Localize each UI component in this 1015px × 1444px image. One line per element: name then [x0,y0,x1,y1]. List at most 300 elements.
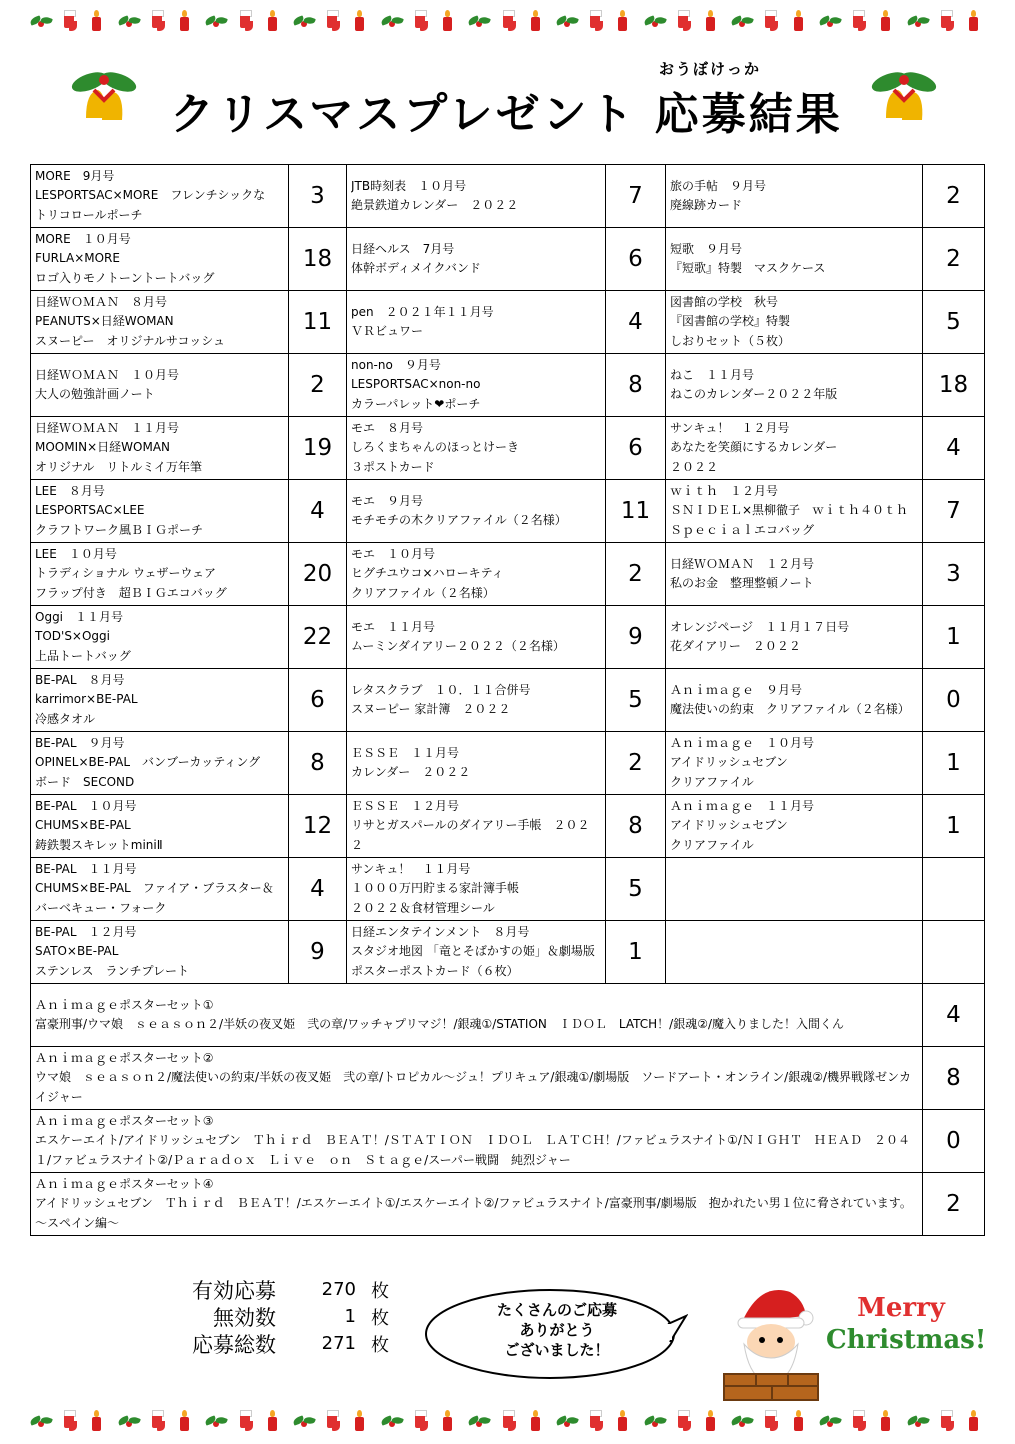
item-line: 『図書館の学校』特製 [670,314,791,329]
table-row [31,165,985,228]
berry-icon [564,1421,570,1427]
item-cell [347,165,606,228]
count-cell: 1 [923,795,985,858]
item-line: CHUMS×BE-PAL ファイア・ブラスター＆ [35,881,274,896]
item-line: LEE ８月号 [35,483,105,498]
item-line: トラディショナル ウェザーウェア [35,566,217,581]
top-border [30,6,985,36]
holly-icon [731,10,753,32]
total-row [150,1303,410,1330]
count-cell: 3 [289,165,347,228]
stocking-icon [237,1410,253,1432]
item-line: MORE １０月号 [35,231,131,246]
berry-icon [915,21,921,27]
holly-icon [118,1410,140,1432]
stocking-icon [149,1410,165,1432]
item-line: １０００万円貯まる家計簿手帳 [351,881,520,896]
holly-icon [293,10,315,32]
stocking-icon [938,10,954,32]
item-cell [347,606,606,669]
table-row [31,354,985,417]
item-cell [31,417,289,480]
table-row [31,417,985,480]
stocking-icon [938,1410,954,1432]
count-cell: 2 [923,165,985,228]
item-line: モチモチの木クリアファイル（２名様） [351,513,567,527]
berry-icon [213,21,219,27]
berry-icon [126,21,132,27]
count-cell: 5 [606,669,666,732]
candle-icon [875,10,897,32]
berry-icon [652,21,658,27]
holly-icon [819,10,841,32]
item-line: オレンジページ １１月１７日号 [670,619,850,634]
count-cell: 8 [923,1047,985,1110]
candle-icon [262,10,284,32]
item-line: スタジオ地図 「竜とそばかすの姫」＆劇場版 [351,944,595,959]
item-line: non-no ９月号 [351,357,441,372]
item-line: 『短歌』特製 マスクケース [670,261,826,275]
candle-icon [788,1410,810,1432]
item-line: Ａｎｉｍａｇｅポスターセット④ [35,1176,214,1191]
item-line: ステンレス ランチプレート [35,963,190,978]
item-line: 旅の手帖 ９月号 [670,178,767,193]
holly-icon [819,1410,841,1432]
item-cell [347,921,606,984]
bubble-line: ございました！ [504,1341,610,1359]
item-line: Ａｎｉｍａｇｅポスターセット③ [35,1113,214,1128]
stocking-icon [61,1410,77,1432]
item-line: pen ２０２１年１１月号 [351,304,494,319]
candle-icon [963,10,985,32]
item-line: クリアファイル [670,837,754,852]
item-line: ヒグチユウコ×ハローキティ [351,566,504,581]
count-cell: 4 [606,291,666,354]
item-line: 大人の勉強計画ノート [35,387,155,401]
item-cell [666,858,923,921]
item-cell [666,606,923,669]
stocking-icon [762,1410,778,1432]
item-cell [666,669,923,732]
candle-icon [612,1410,634,1432]
stocking-icon [500,1410,516,1432]
item-cell [31,732,289,795]
holly-icon [468,10,490,32]
poster-set-cell [31,1047,923,1110]
item-line: 日経ＷＯＭＡＮ １１月号 [35,420,180,435]
total-row [150,1276,410,1303]
count-cell: 7 [923,480,985,543]
table-row [31,795,985,858]
bottom-border [30,1406,985,1436]
item-line: サンキュ！ １１月号 [351,861,471,876]
item-cell [347,669,606,732]
item-line: オリジナル リトルミイ万年筆 [35,459,203,474]
item-line: LEE １０月号 [35,546,117,561]
item-line: ３ポストカード [351,459,435,474]
item-cell [666,228,923,291]
item-line: モエ ９月号 [351,493,424,508]
item-line: ポスターポストカード（６枚） [351,963,519,978]
stocking-icon [850,1410,866,1432]
item-line: 日経エンタテインメント ８月号 [351,924,530,939]
berry-icon [827,1421,833,1427]
item-cell [347,858,606,921]
item-line: BE-PAL １２月号 [35,924,137,939]
stocking-icon [324,10,340,32]
table-row [31,984,985,1047]
count-cell: 20 [289,543,347,606]
count-cell: 22 [289,606,347,669]
item-line: ＶＲビュワー [351,324,424,338]
item-cell [31,606,289,669]
candle-icon [788,10,810,32]
item-line: ２０２２＆食材管理シール [351,900,495,915]
item-line: ねこ １１月号 [670,367,755,382]
berry-icon [652,1421,658,1427]
item-line: ＥＳＳＥ １２月号 [351,798,460,813]
count-cell: 5 [923,291,985,354]
count-cell: 2 [923,228,985,291]
holly-icon [468,1410,490,1432]
table-row [31,1173,985,1236]
count-cell: 11 [289,291,347,354]
item-cell [347,228,606,291]
total-value: 271 [321,1333,356,1354]
berry-icon [389,1421,395,1427]
item-line: アイドリッシュセブン [670,755,788,770]
item-line: 鋳鉄製スキレットminiⅡ [35,837,163,852]
merry-line: Merry [857,1293,945,1323]
item-cell [666,795,923,858]
item-line: 廃線跡カード [670,198,743,212]
item-cell [347,795,606,858]
item-line: 日経ＷＯＭＡＮ ８月号 [35,294,168,309]
item-line: LESPORTSAC×non-no [351,377,481,392]
stocking-icon [412,1410,428,1432]
count-cell: 8 [606,795,666,858]
candle-icon [174,10,196,32]
count-cell: 5 [606,858,666,921]
stocking-icon [237,10,253,32]
berry-icon [38,21,44,27]
table-row [31,732,985,795]
item-line: PEANUTS×日経WOMAN [35,314,174,329]
item-line: ｗｉｔｈ １２月号 [670,483,779,498]
count-cell: 4 [923,984,985,1047]
item-cell [31,669,289,732]
candle-icon [700,10,722,32]
holly-icon [731,1410,753,1432]
item-line: BE-PAL ９月号 [35,735,125,750]
count-cell: 0 [923,669,985,732]
totals [150,1276,410,1357]
item-line: JTB時刻表 １０月号 [351,178,467,193]
item-line: クラフトワーク風ＢＩＧポーチ [35,522,204,537]
item-line: Oggi １１月号 [35,609,124,624]
item-line: 上品トートバッグ [35,648,131,663]
count-cell [923,921,985,984]
item-cell [347,732,606,795]
table-row [31,921,985,984]
total-unit: 枚 [371,1334,389,1356]
candle-icon [525,1410,547,1432]
item-line: OPINEL×BE-PAL バンブーカッティング [35,755,261,770]
item-cell [347,291,606,354]
berry-icon [126,1421,132,1427]
item-line: クリアファイル [670,774,754,789]
item-line: サンキュ！ １２月号 [670,420,790,435]
table-row [31,480,985,543]
count-cell: 6 [289,669,347,732]
count-cell: 18 [289,228,347,291]
count-cell: 9 [289,921,347,984]
berry-icon [915,1421,921,1427]
berry-icon [389,21,395,27]
stocking-icon [675,10,691,32]
item-cell [666,732,923,795]
item-cell [31,291,289,354]
item-line: Ａｎｉｍａｇｅ １０月号 [670,735,815,750]
berry-icon [301,21,307,27]
item-cell [666,165,923,228]
item-line: アイドリッシュセブン [670,818,788,833]
item-line: SATO×BE-PAL [35,944,119,959]
candle-icon [349,1410,371,1432]
item-line: Ａｎｉｍａｇｅ ９月号 [670,682,803,697]
candle-icon [262,1410,284,1432]
total-unit: 枚 [371,1280,389,1302]
item-line: Ｓｐｅｃｉａｌエコバッグ [670,522,815,537]
stocking-icon [412,10,428,32]
merry-christmas [826,1292,987,1356]
title-ruby: おうぼけっか [658,60,761,78]
count-cell: 2 [923,1173,985,1236]
count-cell: 2 [289,354,347,417]
candle-icon [86,10,108,32]
item-line: バーベキュー・フォーク [35,900,167,915]
christmas-line: Christmas! [826,1325,987,1355]
count-cell: 12 [289,795,347,858]
stocking-icon [587,10,603,32]
item-cell [666,480,923,543]
table-row [31,1110,985,1173]
item-line: BE-PAL １０月号 [35,798,137,813]
stocking-icon [61,10,77,32]
holly-icon [30,1410,52,1432]
item-line: ねこのカレンダー２０２２年版 [670,387,838,401]
item-line: モエ １０月号 [351,546,436,561]
item-cell [31,228,289,291]
berry-icon [476,1421,482,1427]
item-line: 日経ＷＯＭＡＮ １２月号 [670,556,815,571]
item-line: BE-PAL ８月号 [35,672,125,687]
count-cell: 0 [923,1110,985,1173]
item-line: リサとガスパールのダイアリー手帳 ２０２ [351,818,590,833]
item-line: Ａｎｉｍａｇｅポスターセット② [35,1050,214,1065]
holly-icon [556,1410,578,1432]
stocking-icon [762,10,778,32]
item-cell [347,354,606,417]
count-cell: 6 [606,417,666,480]
item-line: しろくまちゃんのほっとけーき [351,440,520,455]
item-cell [347,417,606,480]
count-cell: 19 [289,417,347,480]
item-line: フラップ付き 超ＢＩＧエコバッグ [35,585,227,600]
candle-icon [700,1410,722,1432]
bubble-line: たくさんのご応募 [496,1301,617,1319]
item-cell [31,543,289,606]
count-cell: 1 [923,606,985,669]
table-row [31,606,985,669]
bubble-line: ありがとう [519,1321,595,1339]
item-line: 私のお金 整理整頓ノート [670,576,814,590]
berry-icon [213,1421,219,1427]
page-title: クリスマスプレゼント 応募結果 [170,89,843,140]
holly-icon [293,1410,315,1432]
table-row [31,543,985,606]
holly-icon [907,1410,929,1432]
item-line: Ａｎｉｍａｇｅポスターセット① [35,997,214,1012]
holly-icon [644,1410,666,1432]
item-line: Ａｎｉｍａｇｅ １１月号 [670,798,815,813]
count-cell: 9 [606,606,666,669]
item-cell [666,354,923,417]
berry-icon [476,21,482,27]
table-row [31,291,985,354]
item-line: 花ダイアリー ２０２２ [670,639,801,653]
table-row [31,669,985,732]
count-cell: 1 [606,921,666,984]
item-cell [31,795,289,858]
item-line: 体幹ボディメイクバンド [351,261,481,275]
holly-icon [644,10,666,32]
candle-icon [963,1410,985,1432]
total-unit: 枚 [371,1307,389,1329]
berry-icon [739,1421,745,1427]
holly-icon [118,10,140,32]
item-line: ロゴ入りモノトーントートバッグ [35,270,215,285]
holly-icon [381,10,403,32]
item-line: TOD'S×Oggi [35,629,110,644]
poster-set-cell [31,1110,923,1173]
stocking-icon [675,1410,691,1432]
item-line: あなたを笑顔にするカレンダー [670,440,838,455]
item-cell [666,291,923,354]
count-cell: 7 [606,165,666,228]
item-line: 日経ヘルス 7月号 [351,241,455,256]
table-row [31,228,985,291]
berry-icon [38,1421,44,1427]
item-line: ２０２２ [670,459,719,474]
item-cell [347,480,606,543]
holly-icon [205,10,227,32]
count-cell: 11 [606,480,666,543]
count-cell: 2 [606,543,666,606]
item-line: アイドリッシュセブン Ｔｈｉｒｄ ＢＥＡＴ！/エスケーエイト①/エスケーエイト②/ファビュラスナイト/富豪刑事/劇場版 抱かれたい男１位に脅されています。～スペイン編～ [35,1196,912,1230]
item-line: 富豪刑事/ウマ娘 ｓｅａｓｏｎ２/半妖の夜叉姫 弐の章/ワッチャプリマジ！/銀魂①/STATION ＩＤＯＬ LATCH！/銀魂②/魔入りました！入間くん [35,1017,844,1031]
item-line: 短歌 ９月号 [670,241,743,256]
total-label: 無効数 [213,1305,276,1330]
table-row [31,1047,985,1110]
item-line: FURLA×MORE [35,251,120,266]
total-label: 応募総数 [192,1332,276,1357]
item-line: ボード SECOND [35,774,135,789]
item-line: カレンダー ２０２２ [351,765,471,779]
item-line: MORE 9月号 [35,168,115,183]
item-line: 魔法使いの約束 クリアファイル（２名様） [670,702,910,716]
item-line: 絶景鉄道カレンダー ２０２２ [351,198,519,212]
stocking-icon [587,1410,603,1432]
item-cell [666,417,923,480]
holly-icon [556,10,578,32]
bell-holly-icon [64,68,144,128]
total-row [150,1330,410,1357]
count-cell [923,858,985,921]
item-line: ウマ娘 ｓｅａｓｏｎ２/魔法使いの約束/半妖の夜叉姫 弐の章/トロピカル～ジュ！プリキュア/銀魂①/劇場版 ソードアート・オンライン/銀魂②/機界戦隊ゼンカイジャー [35,1070,912,1104]
candle-icon [612,10,634,32]
candle-icon [349,10,371,32]
item-line: ムーミンダイアリー２０２２（２名様） [351,639,565,653]
item-line: BE-PAL １１月号 [35,861,137,876]
berry-icon [564,21,570,27]
total-label: 有効応募 [192,1278,276,1303]
item-line: 日経ＷＯＭＡＮ １０月号 [35,367,180,382]
holly-icon [30,10,52,32]
item-line: ＳＮＩＤＥＬ×黒柳徹子 ｗｉｔｈ４０ｔｈ [670,503,909,518]
count-cell: 3 [923,543,985,606]
item-line: モエ １１月号 [351,619,436,634]
bell-holly-icon [864,68,944,128]
berry-icon [739,21,745,27]
stocking-icon [149,10,165,32]
item-line: ＥＳＳＥ １１月号 [351,745,460,760]
candle-icon [525,10,547,32]
count-cell: 4 [289,480,347,543]
count-cell: 6 [606,228,666,291]
item-line: スヌーピー 家計簿 ２０２２ [351,702,511,716]
stocking-icon [324,1410,340,1432]
item-cell [666,543,923,606]
item-line: karrimor×BE-PAL [35,692,138,707]
item-line: LESPORTSAC×MORE フレンチシックな [35,188,266,203]
item-line: LESPORTSAC×LEE [35,503,145,518]
poster-set-cell [31,1173,923,1236]
bubble-text [462,1300,652,1360]
item-line: 図書館の学校 秋号 [670,294,779,309]
stocking-icon [850,10,866,32]
total-value: 1 [344,1306,356,1327]
candle-icon [437,1410,459,1432]
holly-icon [205,1410,227,1432]
item-line: ２ [351,837,364,852]
item-cell [31,921,289,984]
stocking-icon [500,10,516,32]
candle-icon [875,1410,897,1432]
table-row [31,858,985,921]
item-cell [31,858,289,921]
item-line: しおりセット（５枚） [670,333,791,348]
item-line: トリコロールポーチ [35,207,143,222]
item-line: スヌーピー オリジナルサコッシュ [35,333,225,348]
count-cell: 2 [606,732,666,795]
count-cell: 4 [289,858,347,921]
berry-icon [827,21,833,27]
count-cell: 18 [923,354,985,417]
item-line: レタスクラブ １０．１１合併号 [351,682,531,697]
item-line: MOOMIN×日経WOMAN [35,440,171,455]
item-cell [347,543,606,606]
